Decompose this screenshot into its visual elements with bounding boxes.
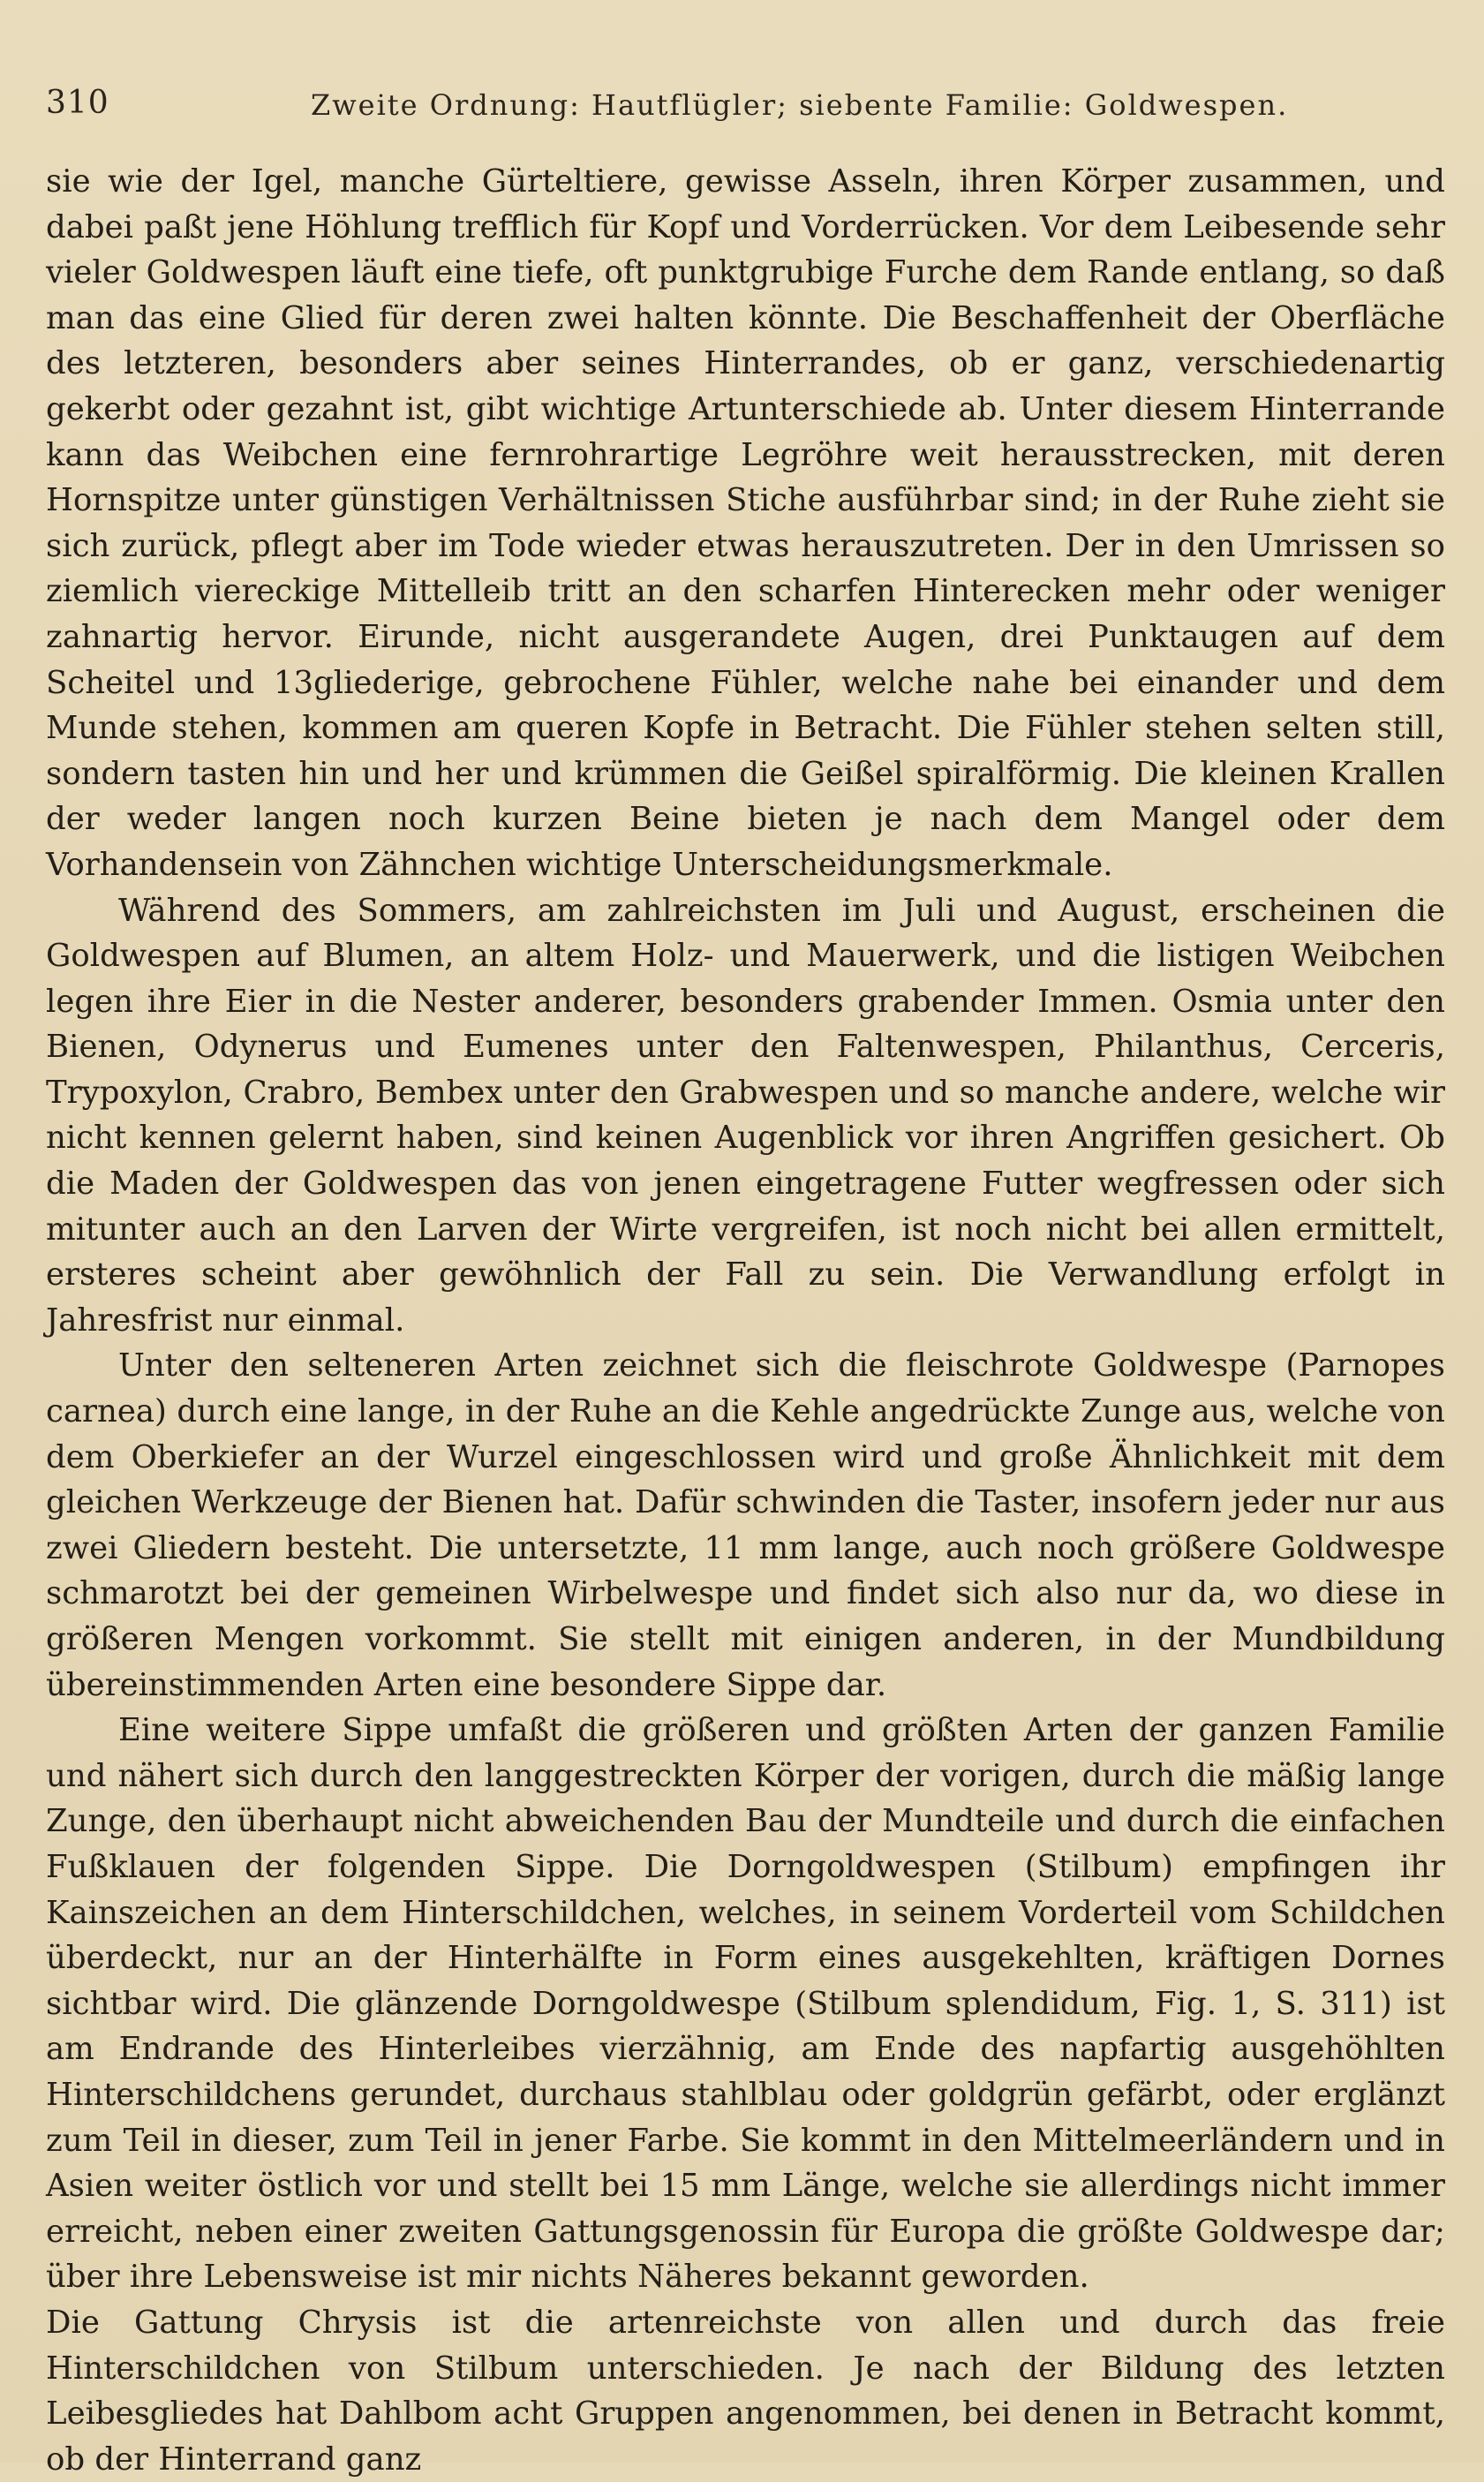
page-header xyxy=(46,85,1445,138)
page-number: 310 xyxy=(46,85,109,121)
paragraph-continued: sie wie der Igel, manche Gürteltiere, gewisse Asseln, ihren Körper zusammen, und dabei paßt jene Höhlung trefflich für Kopf und Vorderrücken. Vor dem Leibesende sehr vieler Goldwespen läuft eine tiefe, oft punktgrubige Furche dem Rande entlang, so daß man das eine Glied für deren zwei halten könnte. Die Beschaffenheit der Oberfläche des letzteren, besonders aber seines Hinterrandes, ob er ganz, verschiedenartig gekerbt oder gezahnt ist, gibt wichtige Artunterschiede ab. Unter diesem Hinterrande kann das Weibchen eine fernrohrartige Legröhre weit herausstrecken, mit deren Hornspitze unter günstigen Verhältnissen Stiche ausführbar sind; in der Ruhe zieht sie sich zurück, pflegt aber im Tode wieder etwas herauszutreten. Der in den Umrissen so ziemlich viereckige Mittelleib tritt an den scharfen Hinterecken mehr oder weniger zahnartig hervor. Eirunde, nicht ausgerandete Augen, drei Punktaugen auf dem Scheitel und 13gliederige, gebrochene Fühler, welche nahe bei einander und dem Munde stehen, kommen am queren Kopfe in Betracht. Die Fühler stehen selten still, sondern tasten hin und her und krümmen die Geißel spiralförmig. Die kleinen Krallen der weder langen noch kurzen Beine bieten je nach dem Mangel oder dem Vorhandensein von Zähnchen wichtige Unterscheidungsmerkmale. xyxy=(46,163,1445,883)
running-head: Zweite Ordnung: Hautflügler; siebente Familie: Goldwespen. xyxy=(311,88,1289,122)
paragraph-stilbum: Eine weitere Sippe umfaßt die größeren und größten Arten der ganzen Familie und nähert sich durch den langgestreckten Körper der vorigen, durch die mäßig lange Zunge, den überhaupt nicht abweichenden Bau der Mundteile und durch die einfachen Fußklauen der folgenden Sippe. Die Dorngoldwespen (Stilbum) empfingen ihr Kainszeichen an dem Hinterschildchen, welches, in seinem Vorderteil vom Schildchen überdeckt, nur an der Hinterhälfte in Form eines ausgekehlten, kräftigen Dornes sichtbar wird. Die glänzende Dorngoldwespe (Stilbum splendidum, Fig. 1, S. 311) ist am Endrande des Hinterleibes vierzähnig, am Ende des napfartig ausgehöhlten Hinterschildchens gerundet, durchaus stahlblau oder goldgrün gefärbt, oder erglänzt zum Teil in dieser, zum Teil in jener Farbe. Sie kommt in den Mittelmeerländern und in Asien weiter östlich vor und stellt bei 15 mm Länge, welche sie allerdings nicht immer erreicht, neben einer zweiten Gattungsgenossin für Europa die größte Goldwespe dar; über ihre Lebensweise ist mir nichts Näheres bekannt geworden. xyxy=(46,1712,1445,2296)
paragraph-chrysis: Die Gattung Chrysis ist die artenreichste von allen und durch das freie Hinterschildchen von Stilbum unterschieden. Je nach der Bildung des letzten Leibesgliedes hat Dahlbom acht Gruppen angenommen, bei denen in Betracht kommt, ob der Hinterrand ganz xyxy=(46,2304,1445,2478)
body-text xyxy=(46,159,1445,2482)
paragraph-summer-behavior: Während des Sommers, am zahlreichsten im Juli und August, erscheinen die Goldwespen auf Blumen, an altem Holz- und Mauerwerk, und die listigen Weibchen legen ihre Eier in die Nester anderer, besonders grabender Immen. Osmia unter den Bienen, Odynerus und Eumenes unter den Faltenwespen, Philanthus, Cerceris, Trypoxylon, Crabro, Bembex unter den Grabwespen und so manche andere, welche wir nicht kennen gelernt haben, sind keinen Augenblick vor ihren Angriffen gesichert. Ob die Maden der Goldwespen das von jenen eingetragene Futter wegfressen oder sich mitunter auch an den Larven der Wirte vergreifen, ist noch nicht bei allen ermittelt, ersteres scheint aber gewöhnlich der Fall zu sein. Die Verwandlung erfolgt in Jahresfrist nur einmal. xyxy=(46,892,1445,1339)
paragraph-parnopes: Unter den selteneren Arten zeichnet sich die fleischrote Goldwespe (Parnopes carnea) durch eine lange, in der Ruhe an die Kehle angedrückte Zunge aus, welche von dem Oberkiefer an der Wurzel eingeschlossen wird und große Ähnlichkeit mit dem gleichen Werkzeuge der Bienen hat. Dafür schwinden die Taster, insofern jeder nur aus zwei Gliedern besteht. Die untersetzte, 11 mm lange, auch noch größere Goldwespe schmarotzt bei der gemeinen Wirbelwespe und findet sich also nur da, wo diese in größeren Mengen vorkommt. Sie stellt mit einigen anderen, in der Mundbildung übereinstimmenden Arten eine besondere Sippe dar. xyxy=(46,1347,1445,1703)
